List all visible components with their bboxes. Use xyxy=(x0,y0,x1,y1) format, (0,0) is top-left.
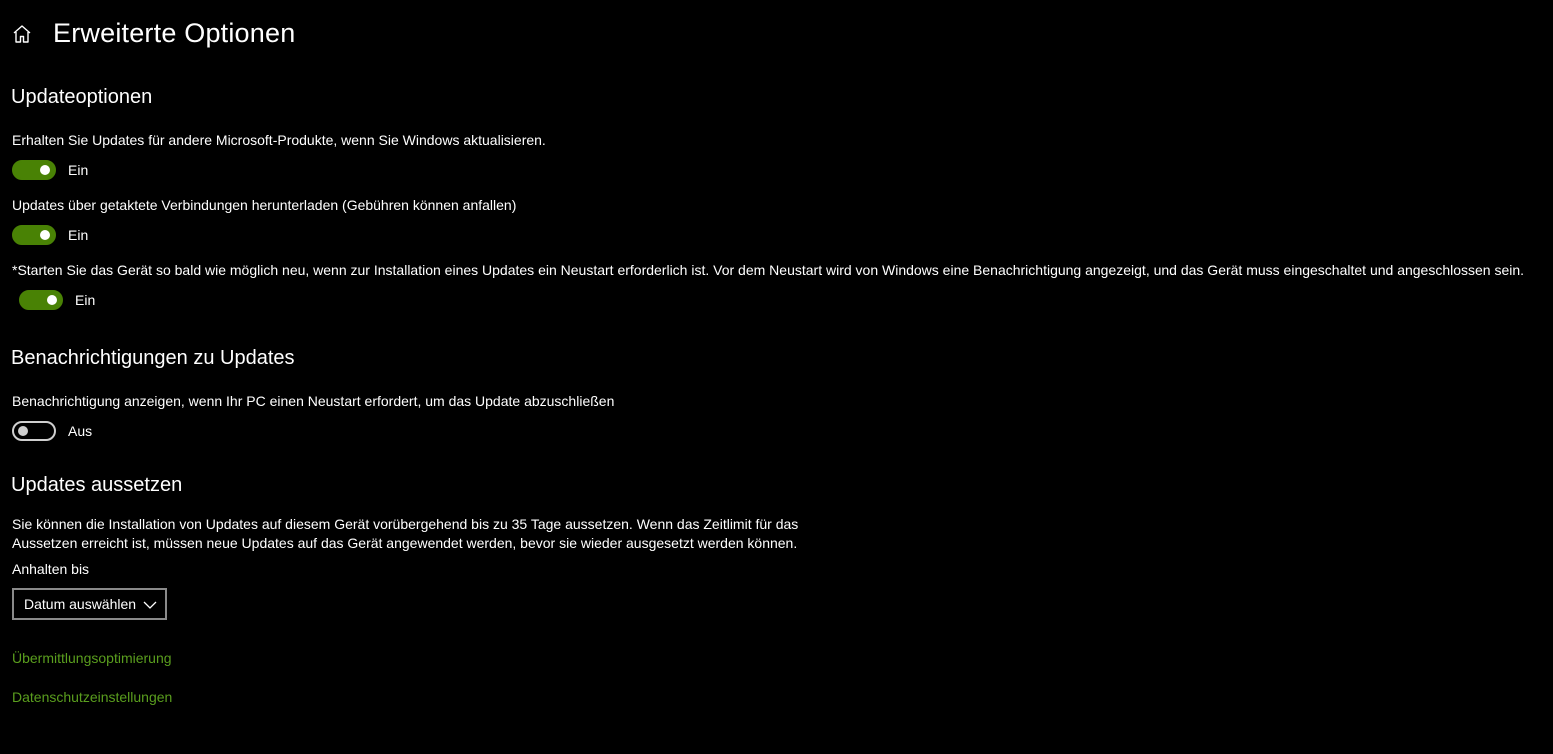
pause-until-label: Anhalten bis xyxy=(12,561,90,577)
toggle-restart-notification[interactable] xyxy=(12,421,56,441)
toggle-knob xyxy=(47,295,57,305)
toggle-knob xyxy=(40,230,50,240)
pause-description: Sie können die Installation von Updates auf diesem Gerät vorübergehend bis zu 35 Tage aussetzen. Wenn das Zeitlimit für das Aussetzen erreicht ist, müssen neue Updates auf das Gerät angewendet werden, bevor sie wieder ausgesetzt werden können. xyxy=(12,516,799,551)
toggle-other-products[interactable] xyxy=(12,160,56,180)
link-privacy-settings[interactable]: Datenschutzeinstellungen xyxy=(12,689,173,705)
dropdown-value: Datum auswählen xyxy=(24,596,137,612)
toggle-metered-connections[interactable] xyxy=(12,225,56,245)
section-title-update-options: Updateoptionen xyxy=(11,86,153,108)
setting-label-restart-notification: Benachrichtigung anzeigen, wenn Ihr PC einen Neustart erfordert, um das Update abzuschließen xyxy=(12,393,615,409)
toggle-restart-asap[interactable] xyxy=(19,290,63,310)
toggle-knob xyxy=(18,426,28,436)
chevron-down-icon xyxy=(143,598,157,610)
setting-label-restart-asap: *Starten Sie das Gerät so bald wie möglich neu, wenn zur Installation eines Updates ein Neustart erforderlich ist. Vor dem Neustart wird von Windows eine Benachrichtigung angezeigt, und das Gerät muss eingeschaltet und angeschlossen sein. xyxy=(12,262,1525,278)
toggle-state-label: Ein xyxy=(68,162,89,178)
page-header xyxy=(12,18,295,49)
toggle-state-label: Ein xyxy=(75,292,96,308)
page-title: Erweiterte Optionen xyxy=(53,18,296,48)
toggle-state-label: Ein xyxy=(68,227,89,243)
toggle-row-other-products xyxy=(12,160,88,180)
section-title-pause-updates: Updates aussetzen xyxy=(11,474,183,496)
pause-date-dropdown[interactable] xyxy=(12,588,167,620)
setting-label-metered-connections: Updates über getaktete Verbindungen herunterladen (Gebühren können anfallen) xyxy=(12,197,517,213)
setting-label-other-products: Erhalten Sie Updates für andere Microsoft-Produkte, wenn Sie Windows aktualisieren. xyxy=(12,132,546,148)
toggle-knob xyxy=(40,165,50,175)
home-icon[interactable] xyxy=(12,24,32,44)
toggle-row-metered-connections xyxy=(12,225,88,245)
toggle-state-label: Aus xyxy=(68,423,93,439)
section-title-notifications: Benachrichtigungen zu Updates xyxy=(11,347,295,369)
toggle-row-restart-asap xyxy=(19,290,95,310)
toggle-row-restart-notification xyxy=(12,421,92,441)
link-delivery-optimization[interactable]: Übermittlungsoptimierung xyxy=(12,650,172,666)
